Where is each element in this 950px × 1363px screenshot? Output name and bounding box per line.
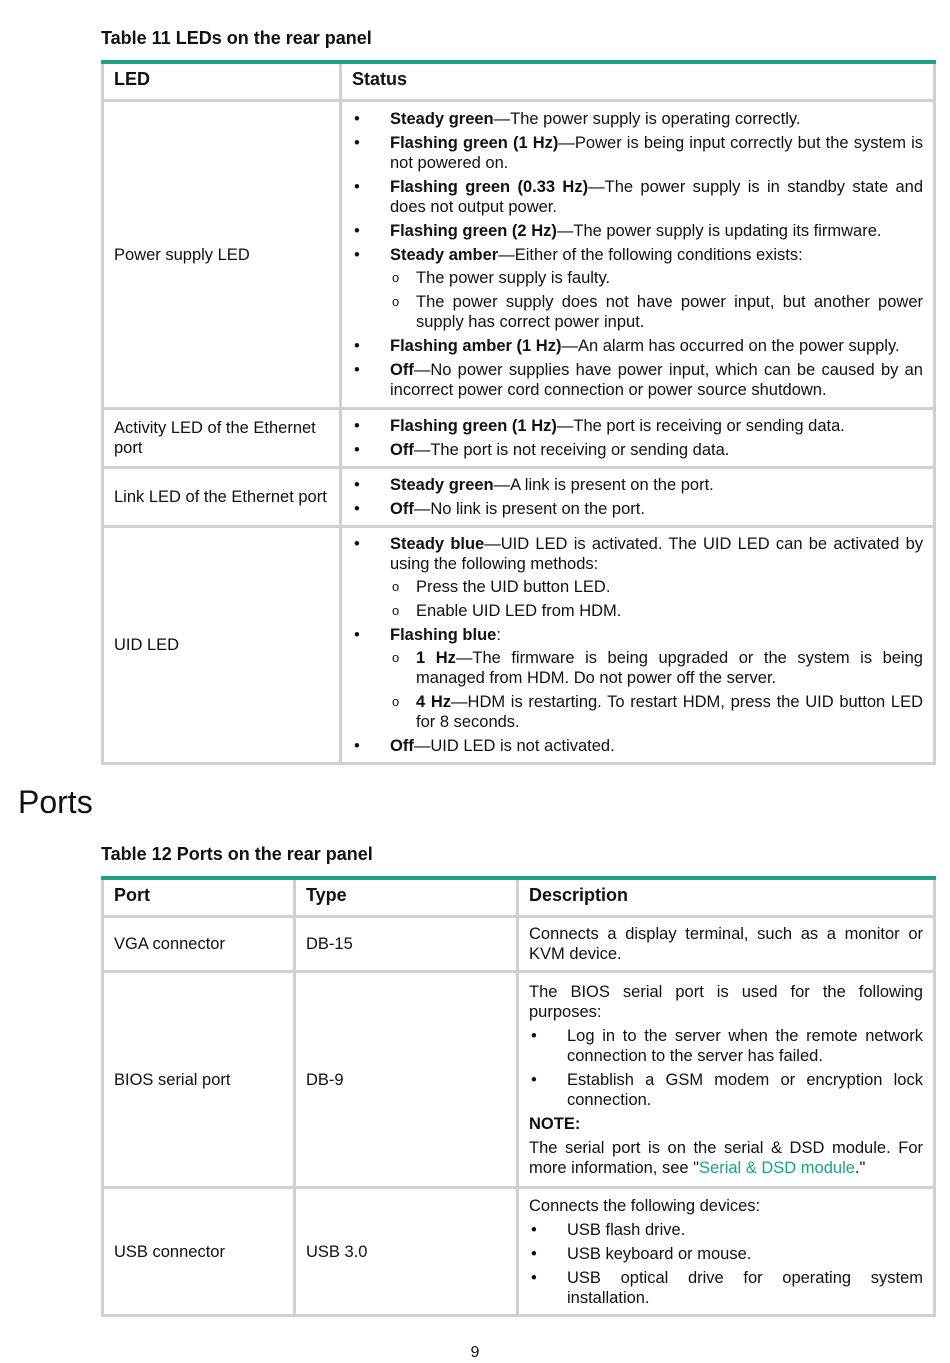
description-intro: The BIOS serial port is used for the following purposes: xyxy=(529,982,923,1021)
led-name-cell: Power supply LED xyxy=(103,101,341,409)
status-list xyxy=(352,475,923,519)
type-cell: USB 3.0 xyxy=(295,1188,518,1316)
status-bold: Off xyxy=(390,361,414,379)
list-item xyxy=(352,416,923,436)
led-status-cell xyxy=(341,468,935,527)
status-bold: Off xyxy=(390,500,414,518)
status-bold: 1 Hz xyxy=(416,649,456,667)
status-bold: Off xyxy=(390,737,414,755)
sub-list-item xyxy=(390,648,923,688)
list-item xyxy=(352,221,923,241)
status-bold: Flashing green (2 Hz) xyxy=(390,222,557,240)
note-label-text: NOTE: xyxy=(529,1114,581,1133)
type-cell: DB-9 xyxy=(295,972,518,1188)
description-cell xyxy=(518,972,935,1188)
status-list xyxy=(352,534,923,756)
header-led: LED xyxy=(103,62,341,101)
description-intro: Connects the following devices: xyxy=(529,1196,761,1215)
header-description: Description xyxy=(518,878,935,917)
note-text xyxy=(529,1138,923,1178)
list-item xyxy=(352,625,923,732)
table-header-row xyxy=(103,878,935,917)
port-cell: USB connector xyxy=(103,1188,295,1316)
header-status: Status xyxy=(341,62,935,101)
status-list xyxy=(352,416,923,460)
description-list xyxy=(529,1026,923,1110)
description-cell xyxy=(518,917,935,972)
status-bold: Flashing amber (1 Hz) xyxy=(390,337,562,355)
sub-list-item xyxy=(390,292,923,332)
list-item xyxy=(352,499,923,519)
note-text-post: ." xyxy=(854,1158,866,1177)
description-intro: Connects a display terminal, such as a monitor or KVM device. xyxy=(529,925,923,963)
status-text: —No power supplies have power input, which can be caused by an incorrect power cord connection or power source shutdown. xyxy=(390,361,923,399)
list-item xyxy=(352,133,923,173)
status-bold: Steady green xyxy=(390,476,494,494)
status-bold: Steady amber xyxy=(390,246,499,264)
table-row xyxy=(103,101,935,409)
port-cell: VGA connector xyxy=(103,917,295,972)
table-row xyxy=(103,527,935,764)
sub-list-item xyxy=(390,601,923,621)
ports-table xyxy=(101,876,936,1317)
list-item xyxy=(352,245,923,332)
port-cell: BIOS serial port xyxy=(103,972,295,1188)
list-item: • USB keyboard or mouse. xyxy=(529,1244,923,1264)
list-item xyxy=(352,736,923,756)
list-item: • USB optical drive for operating system installation. xyxy=(529,1268,923,1308)
list-item xyxy=(352,360,923,400)
status-text: —The power supply is updating its firmware. xyxy=(556,222,882,240)
status-bold: 4 Hz xyxy=(416,693,452,711)
status-bold: Flashing green (0.33 Hz) xyxy=(390,178,589,196)
page-number: 9 xyxy=(470,1344,480,1361)
description-list xyxy=(529,1220,923,1308)
status-text: —Power is being input correctly but the system is not powered on. xyxy=(390,134,923,172)
status-text: —UID LED is activated. The UID LED can be activated by using the following methods: xyxy=(390,535,923,573)
status-bold: Off xyxy=(390,441,414,459)
sub-list-item xyxy=(390,577,923,597)
description-cell xyxy=(518,1188,935,1316)
status-text: —An alarm has occurred on the power supply. xyxy=(561,337,900,355)
status-text: —Either of the following conditions exists: xyxy=(498,246,803,264)
status-text: —The firmware is being upgraded or the system is being managed from HDM. Do not power off the server. xyxy=(416,649,923,687)
table-row xyxy=(103,1188,935,1316)
list-item: • Establish a GSM modem or encryption lock connection. xyxy=(529,1070,923,1110)
table-header-row xyxy=(103,62,935,101)
status-text: —The port is receiving or sending data. xyxy=(556,417,845,435)
list-item xyxy=(352,534,923,621)
table-12-caption: Table 12 Ports on the rear panel xyxy=(101,844,373,864)
led-status-cell xyxy=(341,527,935,764)
status-bold: Flashing green (1 Hz) xyxy=(390,417,557,435)
table-row xyxy=(103,468,935,527)
status-text: —No link is present on the port. xyxy=(413,500,645,518)
sub-list xyxy=(390,577,923,621)
sub-list-item xyxy=(390,268,923,288)
type-cell: DB-15 xyxy=(295,917,518,972)
sub-list xyxy=(390,268,923,332)
led-name-cell: Link LED of the Ethernet port xyxy=(103,468,341,527)
led-name-cell: Activity LED of the Ethernet port xyxy=(103,409,341,468)
sub-list-item xyxy=(390,692,923,732)
list-item: • Log in to the server when the remote network connection to the server has failed. xyxy=(529,1026,923,1066)
status-text: Enable UID LED from HDM. xyxy=(416,602,622,620)
leds-table xyxy=(101,60,936,765)
table-row xyxy=(103,972,935,1188)
status-text: —HDM is restarting. To restart HDM, press the UID button LED for 8 seconds. xyxy=(416,693,923,731)
status-text: —A link is present on the port. xyxy=(493,476,714,494)
note-text-pre: The serial port is on the serial & DSD module. For more information, see " xyxy=(529,1138,923,1177)
list-item xyxy=(352,336,923,356)
section-title-ports: Ports xyxy=(18,784,93,820)
table-row xyxy=(103,917,935,972)
list-item: • USB flash drive. xyxy=(529,1220,923,1240)
led-status-cell xyxy=(341,409,935,468)
status-list xyxy=(352,109,923,400)
status-text: —UID LED is not activated. xyxy=(413,737,615,755)
header-port: Port xyxy=(103,878,295,917)
list-item xyxy=(352,475,923,495)
status-text: Press the UID button LED. xyxy=(416,578,611,596)
header-type: Type xyxy=(295,878,518,917)
status-bold: Steady green xyxy=(390,110,494,128)
status-bold: Steady blue xyxy=(390,535,485,553)
status-text: —The power supply is in standby state and does not output power. xyxy=(390,178,923,216)
status-text: The power supply is faulty. xyxy=(416,269,611,287)
led-name-cell: UID LED xyxy=(103,527,341,764)
list-item xyxy=(352,109,923,129)
status-text: The power supply does not have power input, but another power supply has correct power input. xyxy=(416,293,923,331)
status-bold: Flashing green (1 Hz) xyxy=(390,134,559,152)
table-11-caption: Table 11 LEDs on the rear panel xyxy=(101,28,372,48)
sub-list xyxy=(390,648,923,732)
led-status-cell xyxy=(341,101,935,409)
list-item xyxy=(352,440,923,460)
status-text: —The power supply is operating correctly. xyxy=(493,110,801,128)
serial-dsd-module-link[interactable]: Serial & DSD module xyxy=(699,1158,855,1177)
status-text: —The port is not receiving or sending data. xyxy=(413,441,730,459)
status-bold: Flashing blue xyxy=(390,626,497,644)
table-row xyxy=(103,409,935,468)
note-label xyxy=(529,1114,923,1134)
list-item xyxy=(352,177,923,217)
status-text: : xyxy=(496,626,501,644)
